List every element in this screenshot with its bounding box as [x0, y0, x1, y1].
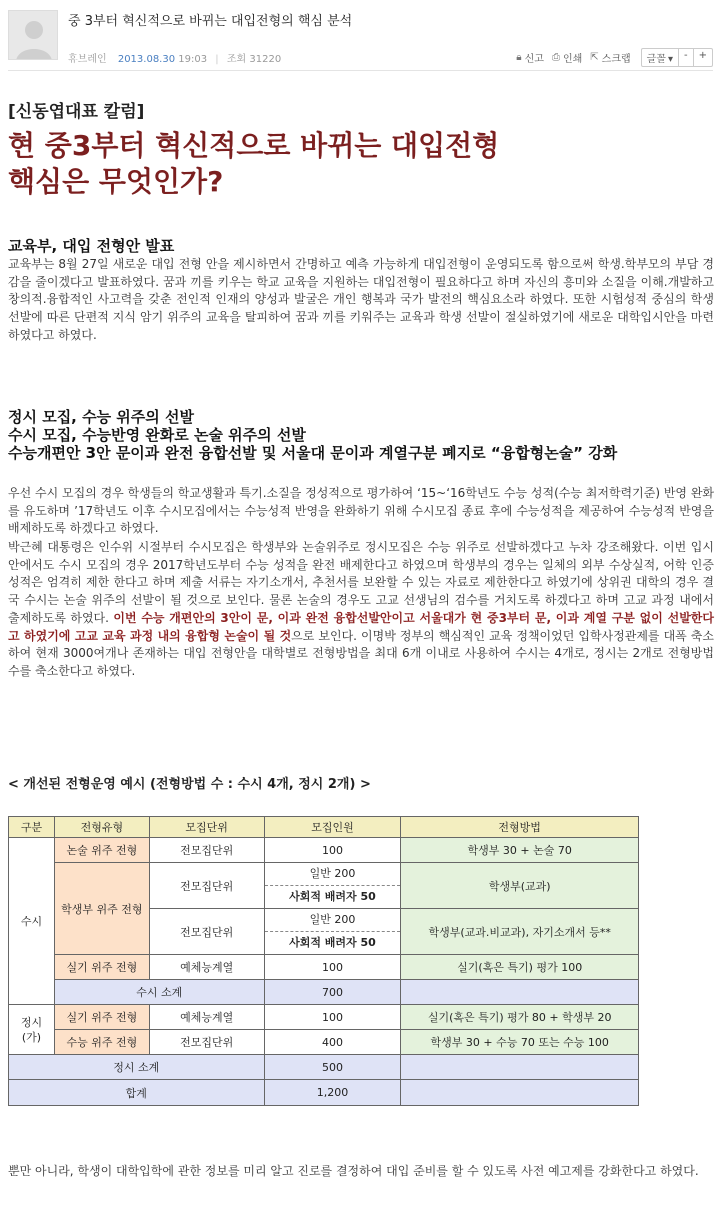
unit-cell: 전모집단위	[149, 863, 264, 909]
subtotal-label: 수시 소계	[54, 980, 264, 1005]
method-cell: 실기(혹은 특기) 평가 100	[401, 955, 639, 980]
author-name[interactable]: 휴브레인	[68, 54, 107, 65]
count-general: 일반 200	[309, 867, 356, 880]
section1-body: 교육부는 8월 27일 새로운 대입 전형 안을 제시하면서 간명하고 예측 가능하게 대입전형이 운영되도록 함으로써 학생.학부모의 부담 경감을 줄이겠다고 발표하였다. 꿈과 끼를 키우는 학교 교육을 지원하는 대입전형이 필요하다고 하며 자신의 흥미와 소질을 이해.개발하고 창의적.융합적인 사고력을 갖춘 전인적 인재의 양성과 발굴은 개인 행복과 국가 발전의 핵심요소라 하였다. 또한 시험성적 중심의 학생 선발에 따른 단편적 지식 암기 위주의 교육을 탈피하여 꿈과 끼를 키워주는 교육과 학생 선발이 절실하였기에 새로운 대학입시안을 마련하였다고 하였다.	[8, 257, 714, 342]
user-silhouette-icon	[9, 11, 58, 60]
author-avatar[interactable]	[8, 10, 58, 60]
header-method: 전형방법	[401, 817, 639, 838]
meta-separator: |	[215, 54, 219, 65]
scrap-label: 스크랩	[601, 54, 631, 65]
unit-cell: 예체능계열	[149, 955, 264, 980]
count-cell: 100	[264, 955, 401, 980]
font-select[interactable]	[642, 49, 678, 66]
header-category: 구분	[9, 817, 55, 838]
print-button[interactable]	[552, 50, 582, 65]
subtotal-count: 500	[264, 1055, 401, 1080]
printer-icon: ⎙	[551, 52, 560, 63]
font-increase-button[interactable]: +	[693, 49, 712, 66]
post-time: 19:03	[178, 54, 208, 65]
header-divider	[8, 70, 713, 71]
type-cell: 실기 위주 전형	[54, 1005, 149, 1030]
chevron-down-icon: ▾	[667, 54, 673, 65]
count-social: 사회적 배려자 50	[265, 931, 401, 954]
table-row	[9, 863, 639, 909]
subtotal-row	[9, 980, 639, 1005]
headline-line-1: 현 중3부터 혁신적으로 바뀌는 대입전형	[8, 129, 500, 162]
column-tag: [신동엽대표 칼럼]	[8, 102, 145, 122]
method-cell: 학생부 30 + 수능 70 또는 수능 100	[401, 1030, 639, 1055]
table-row	[9, 1030, 639, 1055]
section2-body-1: 우선 수시 모집의 경우 학생들의 학교생활과 특기.소질을 정성적으로 평가하여 ‘15~‘16학년도 수능 성적(수능 최저학력기준) 반영 완화를 유도하며 ’17학년도 이후 수시모집에서는 수능성적 반영을 완화하기 위해 수시모집 종료 후에 수능성적을 제공하여 수능성적 반영을 배제하도록 하겠다고 하였다.	[8, 486, 714, 536]
font-decrease-button[interactable]: -	[678, 49, 693, 66]
article-headline	[8, 128, 499, 200]
post-meta	[68, 50, 281, 65]
bottom-body: 뿐만 아니라, 학생이 대학입학에 관한 정보를 미리 알고 진로를 결정하여 대입 준비를 할 수 있도록 사전 예고제를 강화한다고 하였다.	[8, 1164, 699, 1178]
section2-heading-2: 수시 모집, 수능반영 완화로 논술 위주의 선발	[8, 426, 306, 444]
table-header-row	[9, 817, 639, 838]
total-count: 1,200	[264, 1080, 401, 1106]
header-type: 전형유형	[54, 817, 149, 838]
subtotal-empty	[401, 1055, 639, 1080]
method-cell: 실기(혹은 특기) 평가 80 + 학생부 20	[401, 1005, 639, 1030]
headline-line-2: 핵심은 무엇인가?	[8, 165, 224, 198]
count-cell	[264, 863, 401, 909]
type-cell: 논술 위주 전형	[54, 838, 149, 863]
report-label: 신고	[524, 54, 544, 65]
body2-text-a: 박근혜 대통령은 인수위 시절부터 수시모집은 학생부와 논술위주로 정시모집은 수능 위주로 선발하겠다고 누차 강조해왔다. 이번 입시안에서도 수시 모집의 경우 2017학년도부터 수능 성적을 완전 배제한다고 하였으며 학생부의 경우는 일체의 외부 수상실적, 어학 인증 성적은 엄격히 제한 한다고 하며 제출 서류는 자기소개서, 추천서를 보완할 수 있는 자료로 제한한다고 하였기에 상위권 대학의 경우 결국 수시는 논술 위주의 선발이 될 것으로 보인다. 물론 논술의 경우도 고교 선생님의 검수를 거치도록 하겠다고 하며 고교 과정 내에서 출제하도록 하였다.	[8, 540, 714, 625]
view-count: 31220	[249, 54, 282, 65]
section2-heading-3: 수능개편안 3안 문이과 완전 융합선발 및 서울대 문이과 계열구분 폐지로 “융합형논술” 강화	[8, 444, 618, 462]
category-susi: 수시	[9, 838, 55, 1005]
count-cell	[264, 909, 401, 955]
scrap-icon: ⇱	[590, 52, 599, 63]
count-cell: 100	[264, 838, 401, 863]
subtotal-empty	[401, 980, 639, 1005]
views-label: 조회	[226, 54, 247, 65]
section2-heading-1: 정시 모집, 수능 위주의 선발	[8, 408, 194, 426]
body2-highlight: 이번 수능 개편안의 3안이 문, 이과 완전 융합선발안이고 서울대가 현 중3부터 문, 이과 계열 구분 없이 선발한다고 하였기에 고교 교육 과정 내의 융합형 논술이 될 것	[8, 610, 714, 643]
total-label: 합계	[9, 1080, 265, 1106]
unit-cell: 예체능계열	[149, 1005, 264, 1030]
report-button[interactable]	[516, 50, 544, 65]
table-row	[9, 955, 639, 980]
header-unit: 모집단위	[149, 817, 264, 838]
type-cell: 수능 위주 전형	[54, 1030, 149, 1055]
total-row	[9, 1080, 639, 1106]
admission-plan-table	[8, 816, 639, 1106]
count-cell: 100	[264, 1005, 401, 1030]
type-cell: 실기 위주 전형	[54, 955, 149, 980]
print-label: 인쇄	[562, 54, 583, 65]
subtotal-row	[9, 1055, 639, 1080]
section1-heading: 교육부, 대입 전형안 발표	[8, 237, 175, 255]
count-general: 일반 200	[309, 913, 356, 926]
font-label: 글꼴	[646, 54, 666, 65]
unit-cell: 전모집단위	[149, 909, 264, 955]
post-title: 중 3부터 혁신적으로 바뀌는 대입전형의 핵심 분석	[68, 14, 353, 29]
table-row	[9, 1005, 639, 1030]
table-caption: < 개선된 전형운영 예시 (전형방법 수 : 수시 4개, 정시 2개) >	[8, 777, 371, 792]
count-cell: 400	[264, 1030, 401, 1055]
font-controls	[641, 48, 713, 67]
post-actions	[508, 48, 713, 67]
method-cell: 학생부 30 + 논술 70	[401, 838, 639, 863]
lock-icon: 🔒︎	[516, 52, 522, 63]
method-cell: 학생부(교과.비교과), 자기소개서 등**	[401, 909, 639, 955]
count-social: 사회적 배려자 50	[265, 885, 401, 908]
header-count: 모집인원	[264, 817, 401, 838]
body2-text-b: 으로 보인다. 이명박 정부의 핵심적인 교육 정책이었던 입학사정관제를 대폭 축소하여 현재 3000여개나 존재하는 대입 전형안을 대학별로 전형방법을 최대 6개 이내로 사용하여 수시는 4개로, 정시는 2개로 전형방법 수를 축소한다고 하였다.	[8, 628, 714, 678]
table-row	[9, 838, 639, 863]
post-date: 2013.08.30	[117, 54, 176, 65]
subtotal-count: 700	[264, 980, 401, 1005]
category-jeongsi: 정시 (가)	[9, 1005, 55, 1055]
type-cell: 학생부 위주 전형	[54, 863, 149, 955]
unit-cell: 전모집단위	[149, 838, 264, 863]
section2-body-2	[8, 539, 714, 681]
scrap-button[interactable]	[590, 50, 630, 65]
subtotal-label: 정시 소계	[9, 1055, 265, 1080]
method-cell: 학생부(교과)	[401, 863, 639, 909]
unit-cell: 전모집단위	[149, 1030, 264, 1055]
total-empty	[401, 1080, 639, 1106]
